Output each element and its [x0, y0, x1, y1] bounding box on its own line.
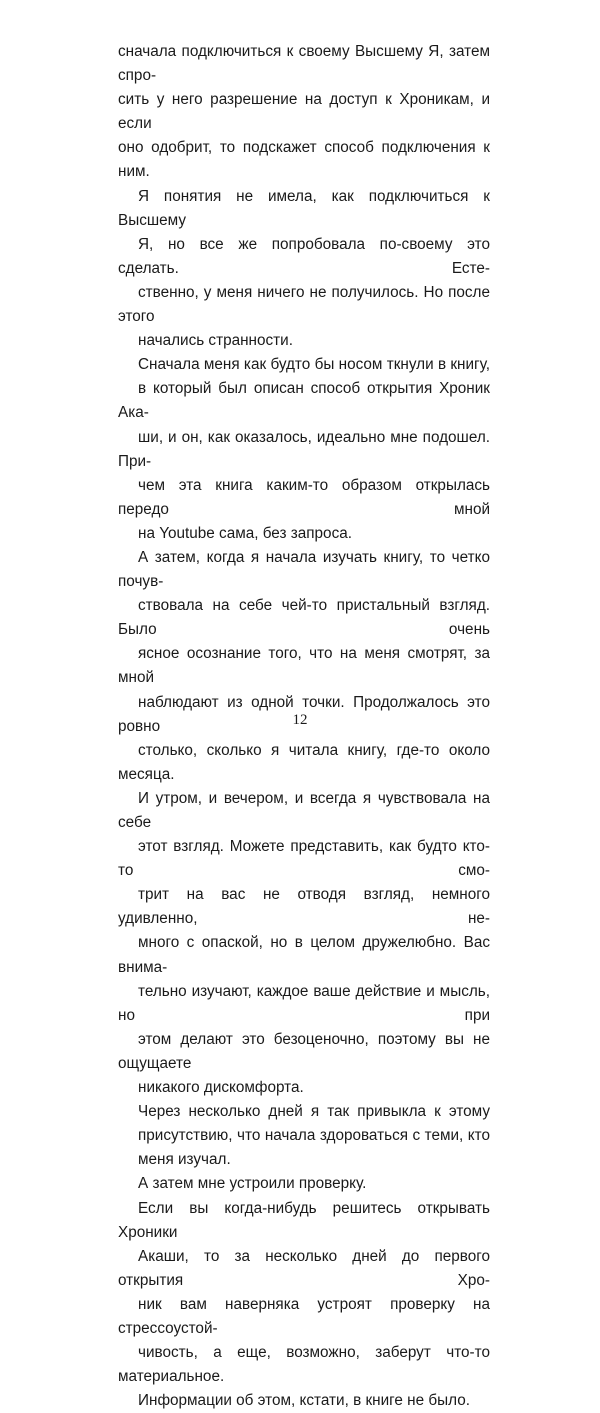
- text-line: этот взгляд. Можете представить, как будто кто-то смо-: [118, 835, 490, 883]
- text-line: ник вам наверняка устроят проверку на стрессоустой-: [118, 1293, 490, 1341]
- text-line: Через несколько дней я так привыкла к этому: [118, 1100, 490, 1124]
- paragraph: [118, 546, 490, 787]
- text-line: присутствию, что начала здороваться с теми, кто: [118, 1124, 490, 1148]
- text-line: И утром, и вечером, и всегда я чувствовала на себе: [118, 787, 490, 835]
- text-line: столько, сколько я читала книгу, где-то около месяца.: [118, 739, 490, 787]
- text-line: ши, и он, как оказалось, идеально мне подошел. При-: [118, 426, 490, 474]
- text-line: никакого дискомфорта.: [118, 1076, 490, 1100]
- text-line: трит на вас не отводя взгляд, немного удивленно, не-: [118, 883, 490, 931]
- text-line: А затем мне устроили проверку.: [118, 1172, 490, 1196]
- page-number: 12: [0, 712, 600, 729]
- text-line: сить у него разрешение на доступ к Хроникам, и если: [118, 88, 490, 136]
- text-line: на Youtube сама, без запроса.: [118, 522, 490, 546]
- text-line: ясное осознание того, что на меня смотрят, за мной: [118, 642, 490, 690]
- text-line: Сначала меня как будто бы носом ткнули в книгу,: [118, 353, 490, 377]
- paragraph: [118, 1172, 490, 1196]
- paragraph: [118, 353, 490, 546]
- text-line: чем эта книга каким-то образом открылась передо мной: [118, 474, 490, 522]
- text-line: тельно изучают, каждое ваше действие и мысль, но при: [118, 980, 490, 1028]
- paragraph: [118, 185, 490, 354]
- text-line: наблюдают из одной точки. Продолжалось это ровно: [118, 691, 490, 739]
- text-line: оно одобрит, то подскажет способ подключения к ним.: [118, 136, 490, 184]
- text-line: А затем, когда я начала изучать книгу, то четко почув-: [118, 546, 490, 594]
- text-line: этом делают это безоценочно, поэтому вы не ощущаете: [118, 1028, 490, 1076]
- text-line: Информации об этом, кстати, в книге не было.: [118, 1389, 490, 1413]
- text-line: меня изучал.: [118, 1148, 490, 1172]
- paragraph: [118, 1197, 490, 1413]
- text-line: Акаши, то за несколько дней до первого открытия Хро-: [118, 1245, 490, 1293]
- text-line: начались странности.: [118, 329, 490, 353]
- paragraph: [118, 787, 490, 1100]
- paragraph: [118, 1100, 490, 1172]
- text-line: много с опаской, но в целом дружелюбно. Вас внима-: [118, 931, 490, 979]
- text-line: Я понятия не имела, как подключиться к Высшему: [118, 185, 490, 233]
- paragraph: [118, 40, 490, 185]
- text-line: ствовала на себе чей-то пристальный взгляд. Было очень: [118, 594, 490, 642]
- text-line: чивость, а еще, возможно, заберут что-то материальное.: [118, 1341, 490, 1389]
- text-line: ственно, у меня ничего не получилось. Но после этого: [118, 281, 490, 329]
- text-line: сначала подключиться к своему Высшему Я, затем спро-: [118, 40, 490, 88]
- text-line: Я, но все же попробовала по-своему это сделать. Есте-: [118, 233, 490, 281]
- text-line: Если вы когда-нибудь решитесь открывать Хроники: [118, 1197, 490, 1245]
- text-line: в который был описан способ открытия Хроник Ака-: [118, 377, 490, 425]
